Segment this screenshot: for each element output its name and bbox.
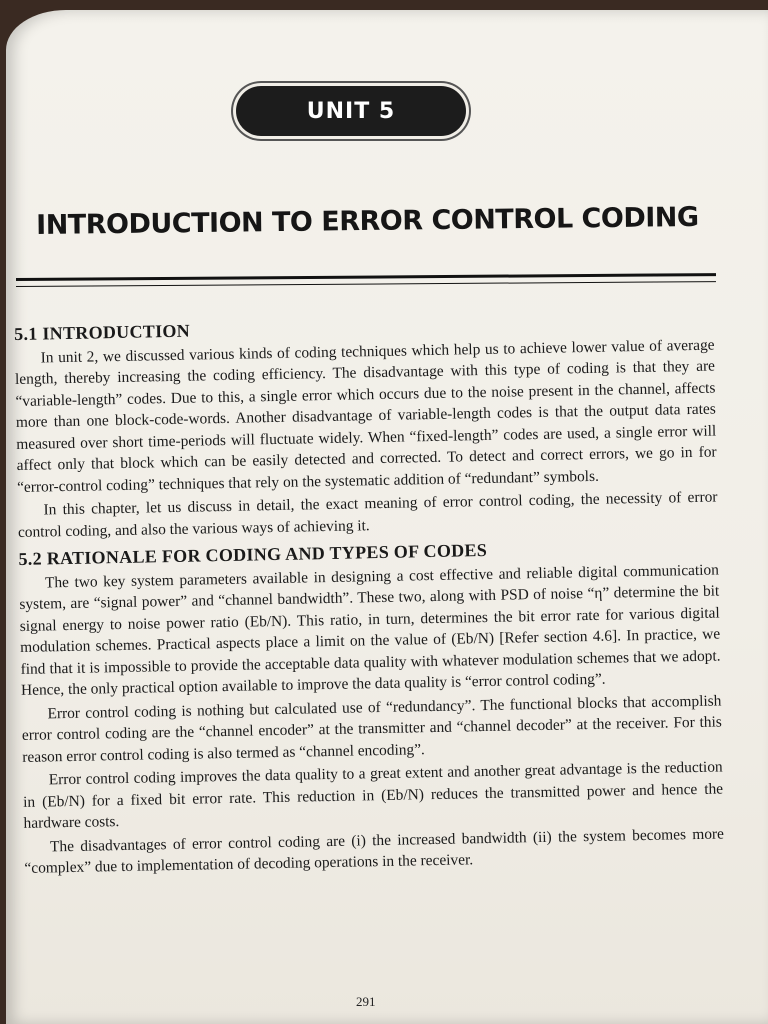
unit-label: UNIT 5: [306, 98, 396, 124]
paragraph: Error control coding is nothing but calculated use of “redundancy”. The functional blocks that accomplish error control coding are the “channel encoder” at the transmitter and “channel decoder” at the receiver. For this reason error control coding is also termed as “channel encoding”.: [21, 691, 722, 766]
unit-badge: [236, 86, 466, 136]
paragraph: The two key system parameters available in designing a cost effective and reliable digital communication system, are “signal power” and “channel bandwidth”. These two, along with PSD of noise “η” determine the bit signal energy to noise power ratio (Eb/N). This ratio, in turn, determines the bit error rate for various digital modulation schemes. Practical aspects place a limit on the value of (Eb/N) [Refer section 4.6]. In practice, we find that it is impossible to provide the acceptable data quality with whatever modulation schemes that we adopt. Hence, the only practical option available to improve the data quality is “error control coding”.: [19, 561, 721, 699]
paragraph: Error control coding improves the data quality to a great extent and another great advantage is the reduction in (Eb/N) for a fixed bit error rate. This reduction in (Eb/N) reduces the transmitted power and hence the hardware costs.: [23, 758, 724, 832]
title-rule-thin: [16, 281, 716, 287]
paragraph: The disadvantages of error control coding are (i) the increased bandwidth (ii) the system becomes more “complex” due to implementation of decoding operations in the receiver.: [24, 824, 725, 877]
page-number: 291: [356, 994, 376, 1009]
section-heading: 5.1 INTRODUCTION: [14, 320, 191, 344]
page-body: [14, 311, 725, 880]
chapter-title: INTRODUCTION TO ERROR CONTROL CODING: [36, 201, 699, 241]
section-heading: 5.2 RATIONALE FOR CODING AND TYPES OF CODES: [18, 539, 488, 569]
book-page: [6, 10, 768, 1024]
paragraph: In this chapter, let us discuss in detail, the exact meaning of error control coding, the necessity of error control coding, and also the various ways of achieving it.: [17, 488, 718, 541]
paragraph: In unit 2, we discussed various kinds of coding techniques which help us to achieve lower value of average length, thereby increasing the coding efficiency. The disadvantage with this type of coding is that they are “variable-length” codes. Due to this, a single error which occurs due to the noise present in the channel, affects more than one block-code-words. Another disadvantage of variable-length codes is that the output data rates measured over short time-periods will fluctuate widely. When “fixed-length” codes are used, a single error will affect only that block which can be easily detected and corrected. To detect and correct errors, we go in for “error-control coding” techniques that rely on the systematic addition of “redundant” symbols.: [14, 336, 717, 496]
title-rule-thick: [16, 273, 716, 281]
